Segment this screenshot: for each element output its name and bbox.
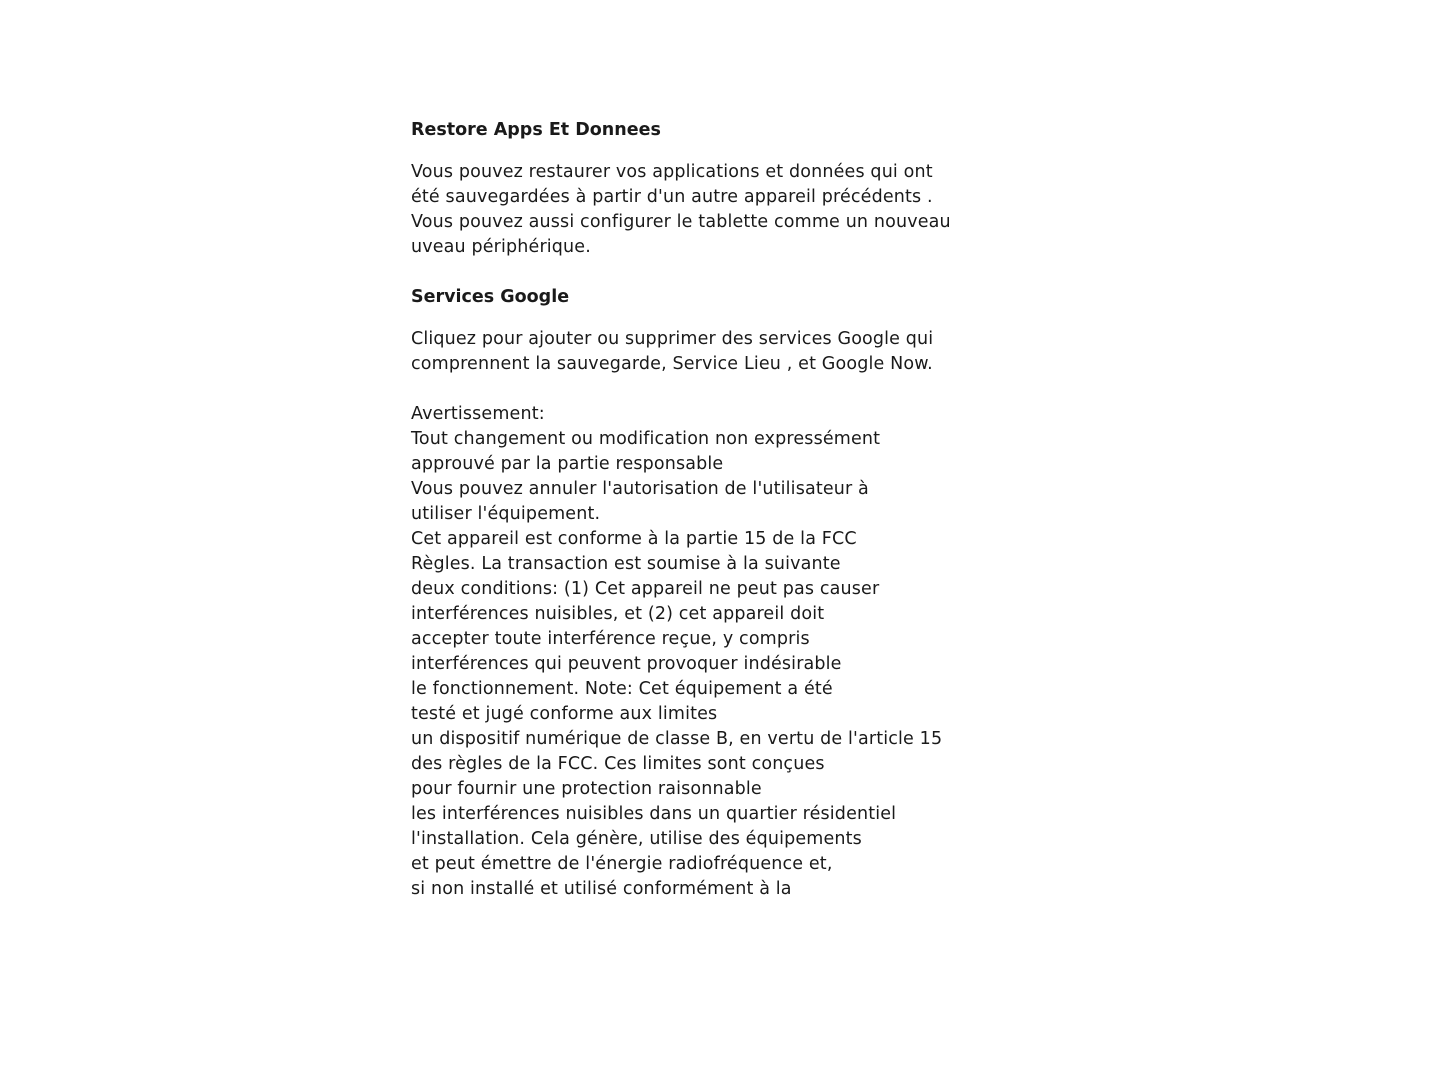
- text-line: le fonctionnement. Note: Cet équipement a été: [411, 679, 833, 699]
- text-line: Cliquez pour ajouter ou supprimer des services Google qui: [411, 329, 934, 349]
- document-page: [411, 118, 1031, 902]
- text-line: accepter toute interférence reçue, y compris: [411, 629, 810, 649]
- text-line: Cet appareil est conforme à la partie 15 de la FCC: [411, 529, 857, 549]
- text-line: Vous pouvez annuler l'autorisation de l'utilisateur à: [411, 479, 869, 499]
- text-line: l'installation. Cela génère, utilise des équipements: [411, 829, 862, 849]
- text-line: et peut émettre de l'énergie radiofréquence et,: [411, 854, 833, 874]
- text-line: testé et jugé conforme aux limites: [411, 704, 718, 724]
- text-line: uveau périphérique.: [411, 237, 591, 257]
- text-line: Vous pouvez restaurer vos applications et données qui ont: [411, 162, 933, 182]
- text-line: interférences qui peuvent provoquer indésirable: [411, 654, 842, 674]
- section-heading: Services Google: [411, 287, 570, 307]
- text-line: interférences nuisibles, et (2) cet appareil doit: [411, 604, 825, 624]
- text-line: si non installé et utilisé conformément à la: [411, 879, 792, 899]
- text-line: deux conditions: (1) Cet appareil ne peut pas causer: [411, 579, 880, 599]
- text-line: Vous pouvez aussi configurer le tablette comme un nouveau: [411, 212, 951, 232]
- warning-paragraph: [411, 402, 1031, 902]
- warning-title: Avertissement:: [411, 404, 545, 424]
- warning-block: [411, 402, 1031, 902]
- section-paragraph: [411, 160, 1031, 260]
- text-line: été sauvegardées à partir d'un autre appareil précédents .: [411, 187, 933, 207]
- text-line: Tout changement ou modification non expressément: [411, 429, 881, 449]
- text-line: pour fournir une protection raisonnable: [411, 779, 762, 799]
- text-line: utiliser l'équipement.: [411, 504, 601, 524]
- text-line: les interférences nuisibles dans un quartier résidentiel: [411, 804, 897, 824]
- text-line: des règles de la FCC. Ces limites sont conçues: [411, 754, 825, 774]
- text-line: un dispositif numérique de classe B, en vertu de l'article 15: [411, 729, 943, 749]
- section-paragraph: [411, 327, 1031, 377]
- text-line: Règles. La transaction est soumise à la suivante: [411, 554, 841, 574]
- section-heading: Restore Apps Et Donnees: [411, 120, 661, 140]
- section-services-google: [411, 285, 1031, 377]
- section-restore-apps: [411, 118, 1031, 260]
- text-line: comprennent la sauvegarde, Service Lieu , et Google Now.: [411, 354, 933, 374]
- text-line: approuvé par la partie responsable: [411, 454, 724, 474]
